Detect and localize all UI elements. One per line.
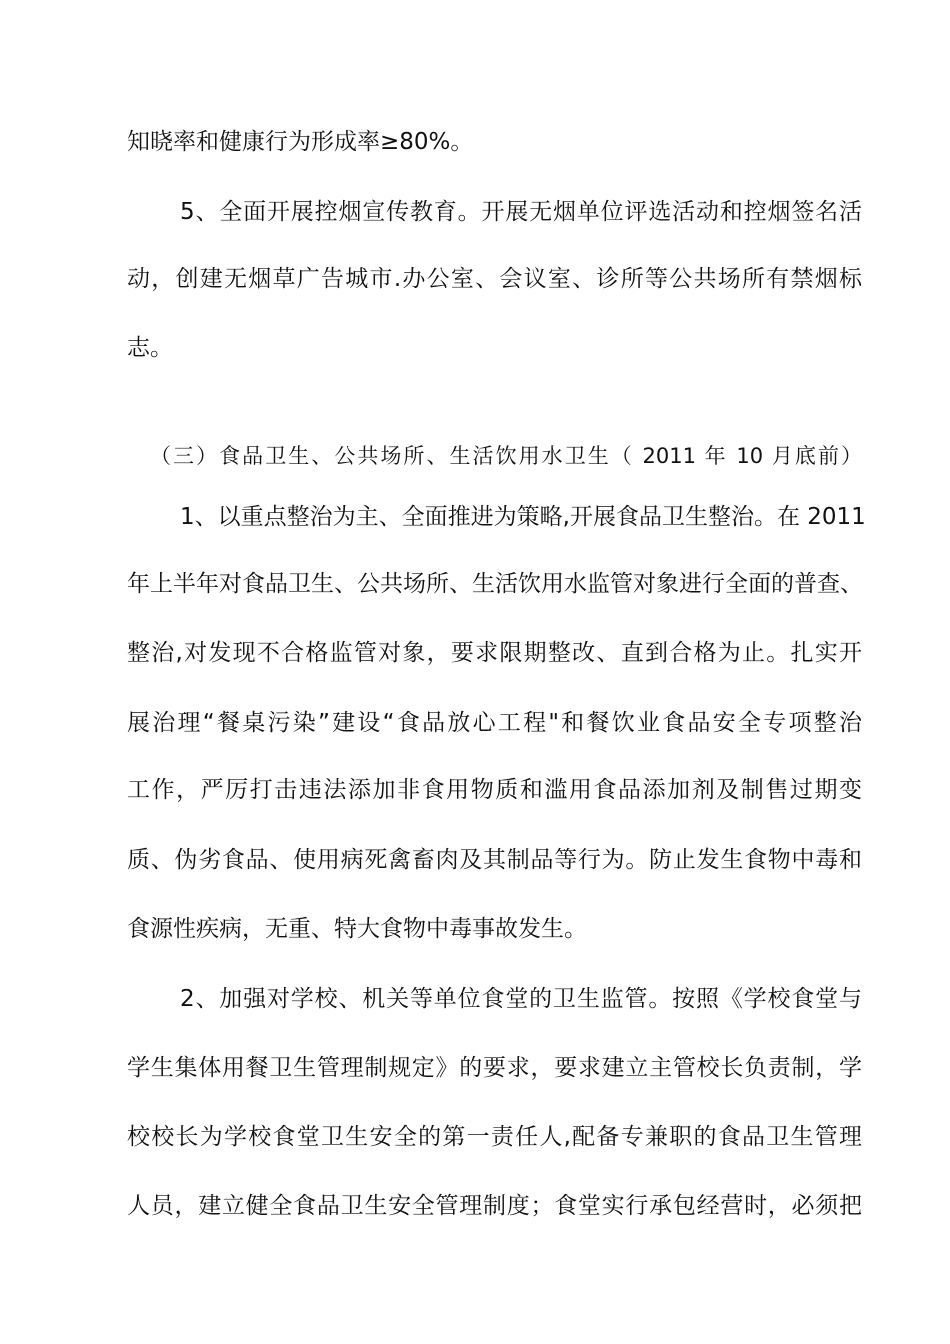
item-1-line-3: 整治,对发现不合格监管对象，要求限期整改、直到合格为止。扎实开 — [127, 640, 862, 666]
paragraph-4-line-end: 知晓率和健康行为形成率≥80%。 — [127, 129, 474, 155]
paragraph-5-line-3: 志。 — [127, 335, 173, 361]
section-heading: （三）食品卫生、公共场所、生活饮用水卫生（ 2011 年 10 月底前） — [150, 444, 862, 468]
item-2-line-4: 人员，建立健全食品卫生安全管理制度；食堂实行承包经营时，必须把 — [127, 1193, 862, 1219]
paragraph-5-line-2: 动，创建无烟草广告城市.办公室、会议室、诊所等公共场所有禁烟标 — [127, 266, 862, 292]
item-1-line-5: 工作，严厉打击违法添加非食用物质和滥用食品添加剂及制售过期变 — [127, 777, 862, 803]
item-1-line-4: 展治理“餐桌污染”建设“食品放心工程"和餐饮业食品安全专项整治 — [127, 710, 862, 736]
item-1-line-7: 食源性疾病，无重、特大食物中毒事故发生。 — [127, 916, 587, 942]
item-2-line-1: 2、加强对学校、机关等单位食堂的卫生监管。按照《学校食堂与 — [180, 986, 862, 1012]
item-2-line-3: 校校长为学校食堂卫生安全的第一责任人,配备专兼职的食品卫生管理 — [127, 1124, 862, 1150]
item-1-line-1: 1、以重点整治为主、全面推进为策略,开展食品卫生整治。在 2011 — [180, 504, 866, 530]
item-1-line-2: 年上半年对食品卫生、公共场所、生活饮用水监管对象进行全面的普查、 — [127, 571, 863, 597]
paragraph-5-line-1: 5、全面开展控烟宣传教育。开展无烟单位评选活动和控烟签名活 — [180, 199, 862, 225]
item-2-line-2: 学生集体用餐卫生管理制规定》的要求，要求建立主管校长负责制，学 — [127, 1055, 862, 1081]
item-1-line-6: 质、伪劣食品、使用病死禽畜肉及其制品等行为。防止发生食物中毒和 — [127, 847, 862, 873]
